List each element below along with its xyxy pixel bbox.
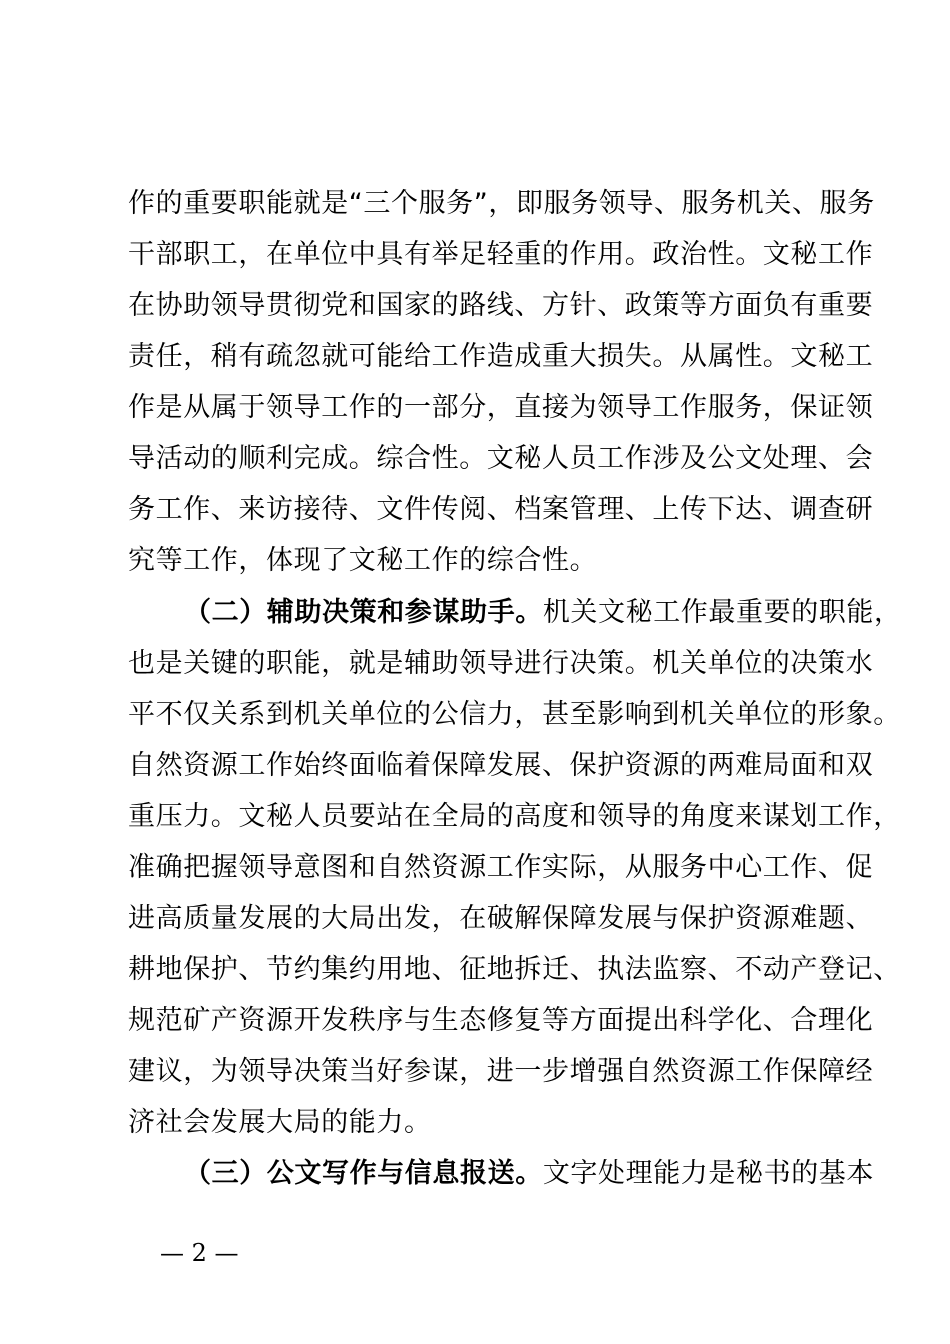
paragraph-2-line-9: 规范矿产资源开发秩序与生态修复等方面提出科学化、合理化 bbox=[128, 1005, 874, 1036]
paragraph-2-first-line-text: 机关文秘工作最重要的职能， bbox=[542, 597, 902, 628]
paragraph-2-line-10: 建议，为领导决策当好参谋，进一步增强自然资源工作保障经 bbox=[128, 1056, 874, 1087]
paragraph-2-line-5: 重压力。文秘人员要站在全局的高度和领导的角度来谋划工作， bbox=[128, 801, 901, 832]
paragraph-2-line-2: 也是关键的职能，就是辅助领导进行决策。机关单位的决策水 bbox=[128, 648, 874, 679]
paragraph-1-line-6: 导活动的顺利完成。综合性。文秘人员工作涉及公文处理、会 bbox=[128, 443, 874, 474]
paragraph-2-line-4: 自然资源工作始终面临着保障发展、保护资源的两难局面和双 bbox=[128, 750, 874, 781]
paragraph-1-line-5: 作是从属于领导工作的一部分，直接为领导工作服务，保证领 bbox=[128, 392, 874, 423]
paragraph-2-line-8: 耕地保护、节约集约用地、征地拆迁、执法监察、不动产登记、 bbox=[128, 954, 901, 985]
paragraph-2-line-3: 平不仅关系到机关单位的公信力，甚至影响到机关单位的形象。 bbox=[128, 699, 901, 730]
paragraph-1-line-7: 务工作、来访接待、文件传阅、档案管理、上传下达、调查研 bbox=[128, 494, 874, 525]
paragraph-1-line-8: 究等工作，体现了文秘工作的综合性。 bbox=[128, 545, 598, 576]
paragraph-1-line-4: 责任，稍有疏忽就可能给工作造成重大损失。从属性。文秘工 bbox=[128, 341, 874, 372]
paragraph-2-line-7: 进高质量发展的大局出发，在破解保障发展与保护资源难题、 bbox=[128, 903, 874, 934]
paragraph-1-line-2: 干部职工，在单位中具有举足轻重的作用。政治性。文秘工作 bbox=[128, 239, 874, 270]
section-heading-2: （二）辅助决策和参谋助手。 bbox=[184, 597, 543, 628]
section-heading-3: （三）公文写作与信息报送。 bbox=[184, 1158, 543, 1189]
paragraph-2-line-6: 准确把握领导意图和自然资源工作实际，从服务中心工作、促 bbox=[128, 852, 874, 883]
paragraph-2-line-11: 济社会发展大局的能力。 bbox=[128, 1107, 432, 1138]
paragraph-3-first-line bbox=[184, 1158, 874, 1190]
page-number: — 2 — bbox=[160, 1239, 239, 1267]
paragraph-3-first-line-text: 文字处理能力是秘书的基本 bbox=[542, 1158, 875, 1189]
paragraph-1-line-3: 在协助领导贯彻党和国家的路线、方针、政策等方面负有重要 bbox=[128, 290, 874, 321]
paragraph-1-line-1: 作的重要职能就是“三个服务”，即服务领导、服务机关、服务 bbox=[128, 188, 875, 219]
paragraph-2-first-line bbox=[184, 597, 902, 629]
